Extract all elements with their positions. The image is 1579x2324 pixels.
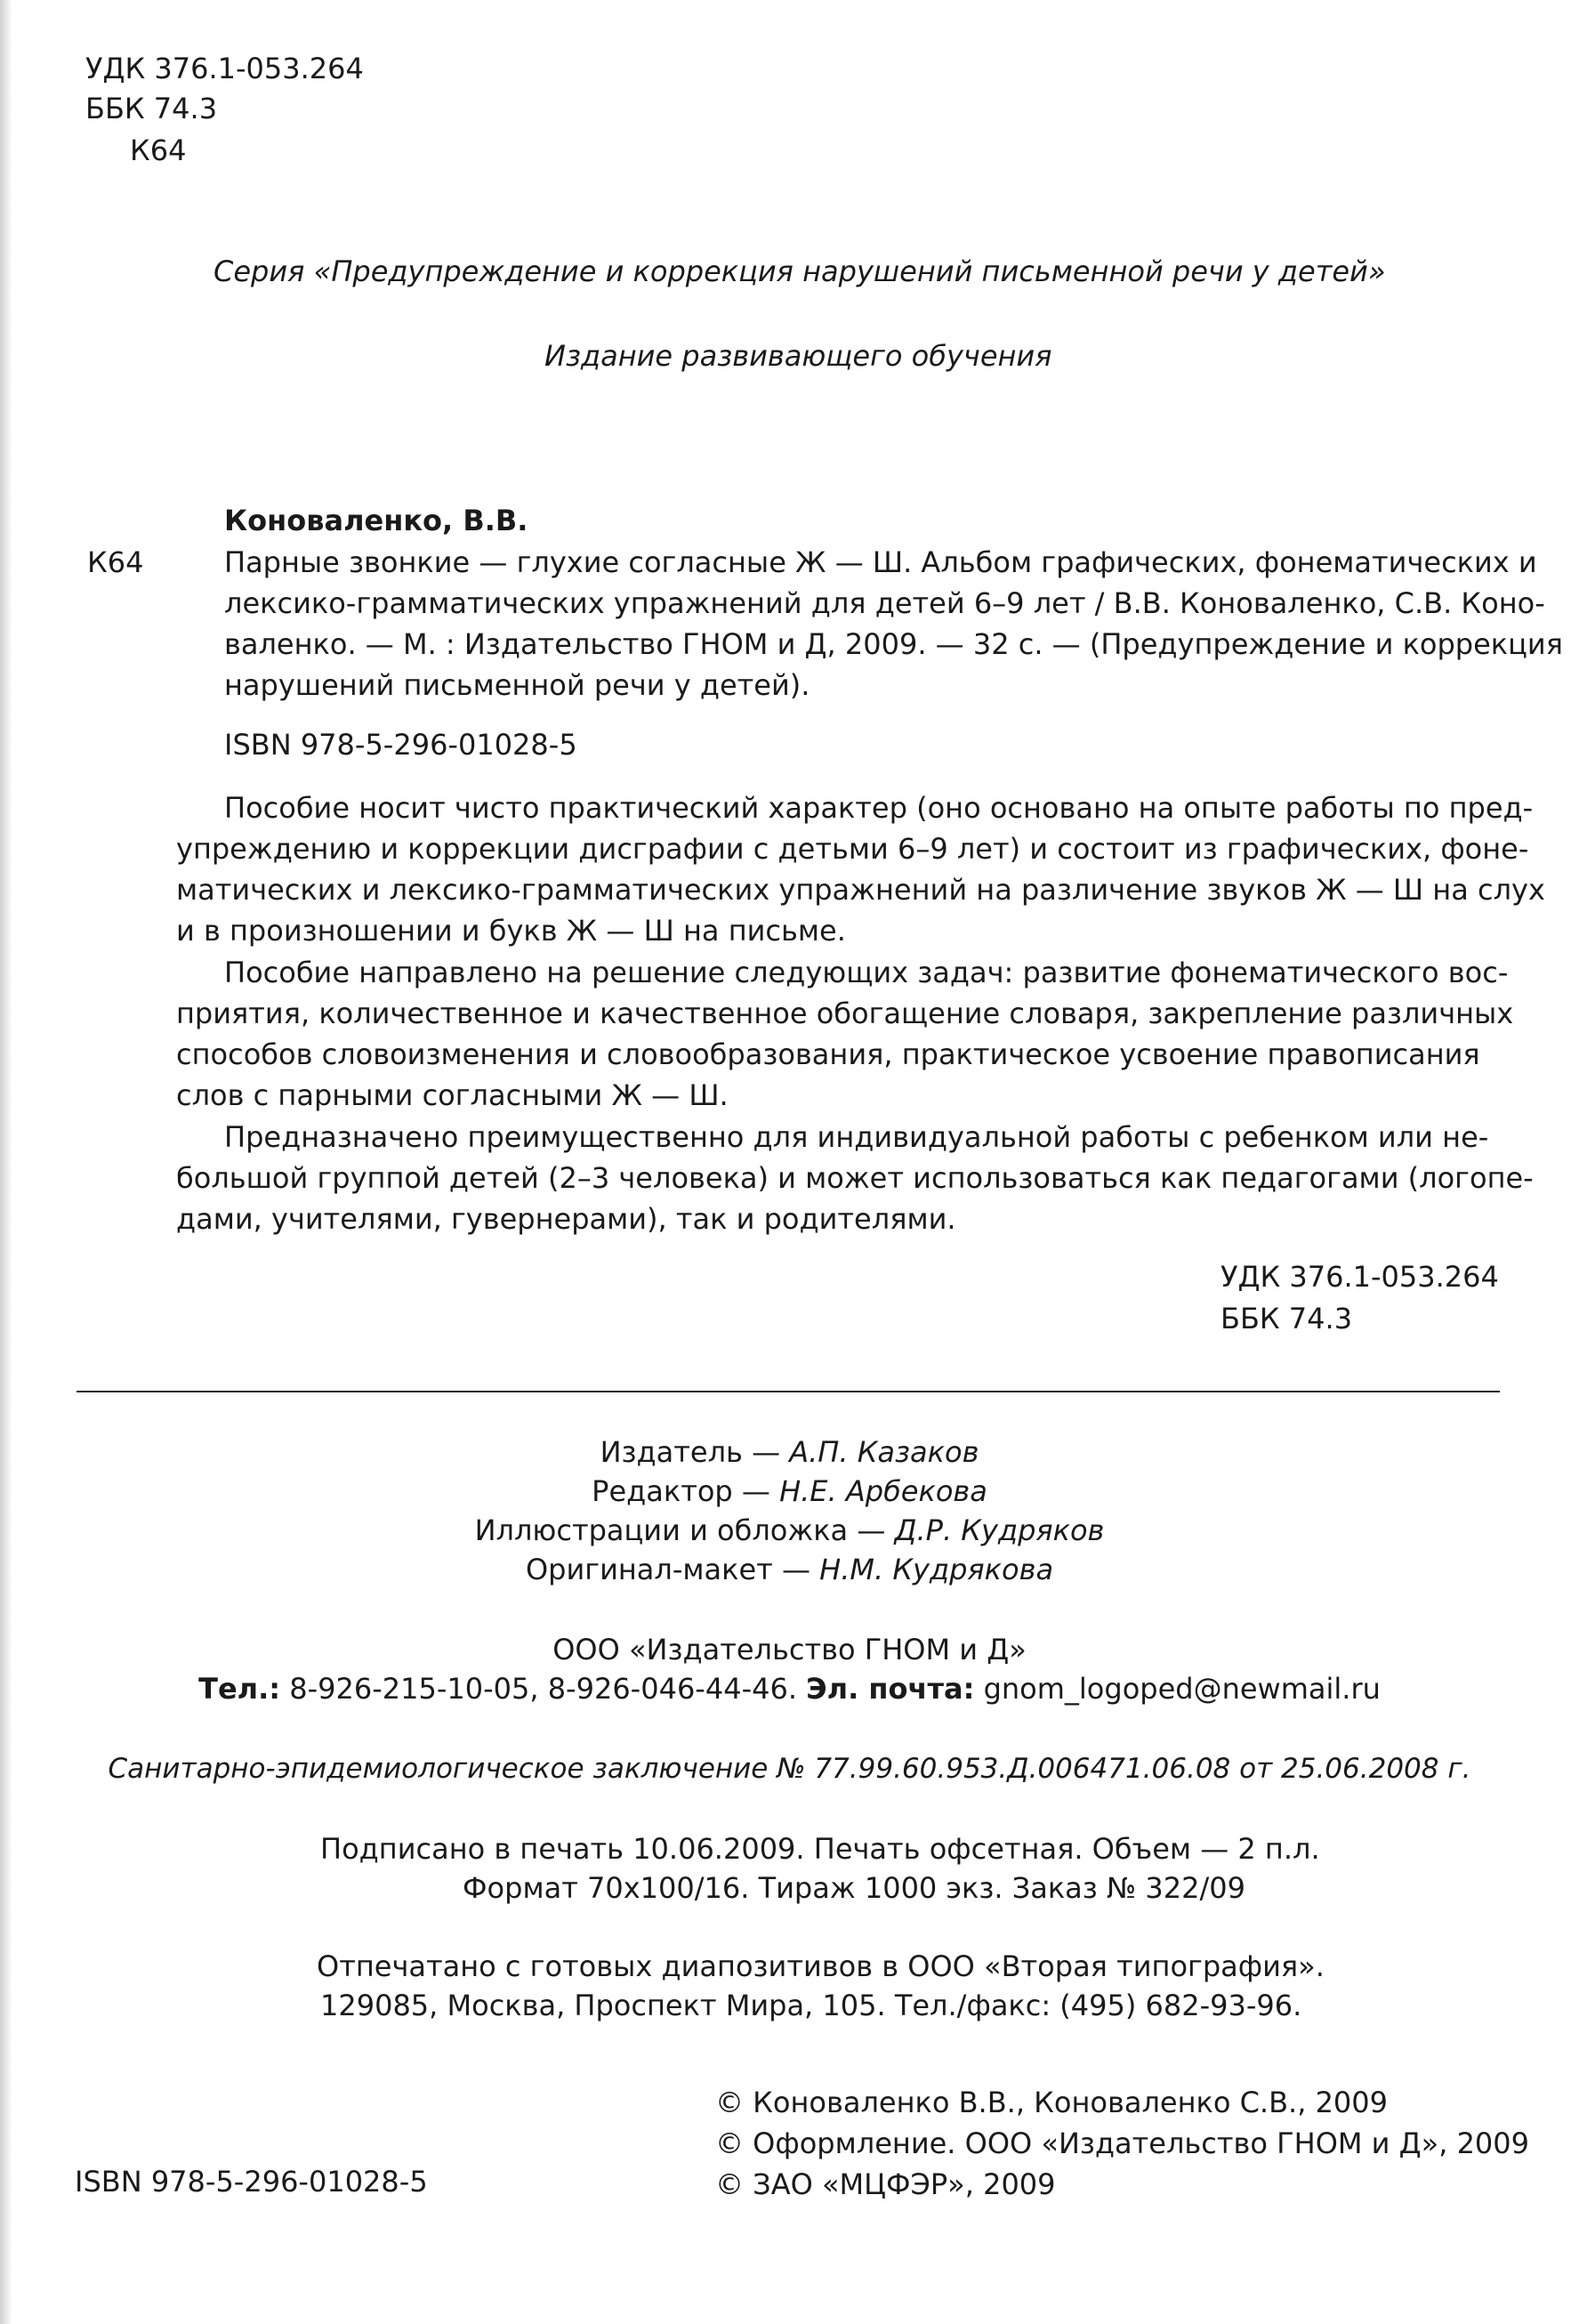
credit-role: Редактор — xyxy=(592,1474,780,1508)
edition-type: Издание развивающего обучения xyxy=(544,339,1052,373)
header-udk: УДК 376.1-053.264 xyxy=(85,52,364,85)
annotation-paragraph-2 xyxy=(176,952,1513,1116)
bib-line: нарушений письменной речи у детей). xyxy=(224,668,810,702)
credit-role: Издатель — xyxy=(600,1435,790,1469)
email-value: gnom_logoped@newmail.ru xyxy=(974,1672,1381,1706)
credit-publisher xyxy=(0,1432,1579,1472)
credit-role: Иллюстрации и обложка — xyxy=(474,1513,895,1547)
annotation-paragraph-3 xyxy=(176,1117,1534,1239)
publisher-name: ООО «Издательство ГНОМ и Д» xyxy=(552,1633,1027,1666)
credit-editor xyxy=(0,1472,1579,1511)
classif-bbk: ББК 74.3 xyxy=(1221,1302,1353,1335)
publisher-contacts xyxy=(0,1669,1579,1708)
sanitary-conclusion: Санитарно-эпидемиологическое заключение № 77.99.60.953.Д.006471.06.08 от 25.06.2008 г. xyxy=(108,1753,1471,1785)
credit-illustrator xyxy=(0,1511,1579,1550)
tel-value: 8-926-215-10-05, 8-926-046-44-46. xyxy=(280,1672,807,1706)
annotation-line: способов словоизменения и словообразования, практическое усвоение правописания xyxy=(176,1037,1480,1071)
credit-role: Оригинал-макет — xyxy=(525,1553,820,1586)
credit-name: Д.Р. Кудряков xyxy=(894,1513,1105,1547)
bib-line: Парные звонкие — глухие согласные Ж — Ш. Альбом графических, фонематических и xyxy=(224,545,1537,579)
copyright-line: © Оформление. ООО «Издательство ГНОМ и Д», 2009 xyxy=(715,2126,1529,2160)
copyright-line: © Коноваленко В.В., Коноваленко С.В., 2009 xyxy=(715,2086,1388,2119)
credit-name: А.П. Казаков xyxy=(789,1435,979,1469)
series-title: Серия «Предупреждение и коррекция нарушений письменной речи у детей» xyxy=(213,254,1386,288)
printer-line-2: 129085, Москва, Проспект Мира, 105. Тел./факс: (495) 682-93-96. xyxy=(320,1989,1302,2022)
annotation-line: дами, учителями, гувернерами), так и родителями. xyxy=(176,1202,956,1236)
annotation-line: Пособие носит чисто практический характер (оно основано на опыте работы по пред- xyxy=(224,791,1534,825)
annotation-line: слов с парными согласными Ж — Ш. xyxy=(176,1078,729,1112)
tel-label: Тел.: xyxy=(198,1672,281,1706)
section-divider xyxy=(77,1391,1500,1392)
bib-line: валенко. — М. : Издательство ГНОМ и Д, 2009. — 32 с. — (Предупреждение и коррекция xyxy=(224,627,1563,661)
bib-description xyxy=(224,542,1563,706)
copyright-line: © ЗАО «МЦФЭР», 2009 xyxy=(715,2167,1056,2201)
annotation-paragraph-1 xyxy=(176,787,1545,951)
bib-code: К64 xyxy=(87,545,144,579)
annotation-line: большой группой детей (2–3 человека) и может использоваться как педагогами (логопе- xyxy=(176,1161,1534,1195)
credit-layout xyxy=(0,1550,1579,1589)
classif-udk: УДК 376.1-053.264 xyxy=(1221,1260,1499,1294)
annotation-line: матических и лексико-грамматических упражнений на различение звуков Ж — Ш на слух xyxy=(176,873,1545,907)
print-info-line-2: Формат 70х100/16. Тираж 1000 экз. Заказ № 322/09 xyxy=(463,1871,1245,1905)
annotation-line: приятия, количественное и качественное обогащение словаря, закрепление различных xyxy=(176,997,1514,1030)
header-code: К64 xyxy=(130,133,187,167)
print-info-line-1: Подписано в печать 10.06.2009. Печать офсетная. Объем — 2 п.л. xyxy=(320,1832,1320,1866)
email-label: Эл. почта: xyxy=(806,1672,975,1706)
printer-line-1: Отпечатано с готовых диапозитивов в ООО «Вторая типография». xyxy=(317,1949,1325,1983)
header-bbk: ББК 74.3 xyxy=(85,92,218,125)
bib-line: лексико-грамматических упражнений для детей 6–9 лет / В.В. Коноваленко, С.В. Коно- xyxy=(224,586,1545,620)
credit-name: Н.Е. Арбекова xyxy=(779,1474,987,1508)
credit-name: Н.М. Кудрякова xyxy=(819,1553,1054,1586)
annotation-line: Пособие направлено на решение следующих задач: развитие фонематического вос- xyxy=(224,956,1509,989)
bottom-isbn: ISBN 978-5-296-01028-5 xyxy=(75,2165,428,2199)
bib-isbn: ISBN 978-5-296-01028-5 xyxy=(224,728,577,762)
annotation-line: Предназначено преимущественно для индивидуальной работы с ребенком или не- xyxy=(224,1120,1489,1154)
bib-author: Коноваленко, В.В. xyxy=(224,504,528,537)
annotation-line: упреждению и коррекции дисграфии с детьми 6–9 лет) и состоит из графических, фоне- xyxy=(176,832,1529,866)
annotation-line: и в произношении и букв Ж — Ш на письме. xyxy=(176,914,846,948)
page-edge-shadow xyxy=(0,0,12,2324)
copyright-block xyxy=(715,2082,1529,2205)
